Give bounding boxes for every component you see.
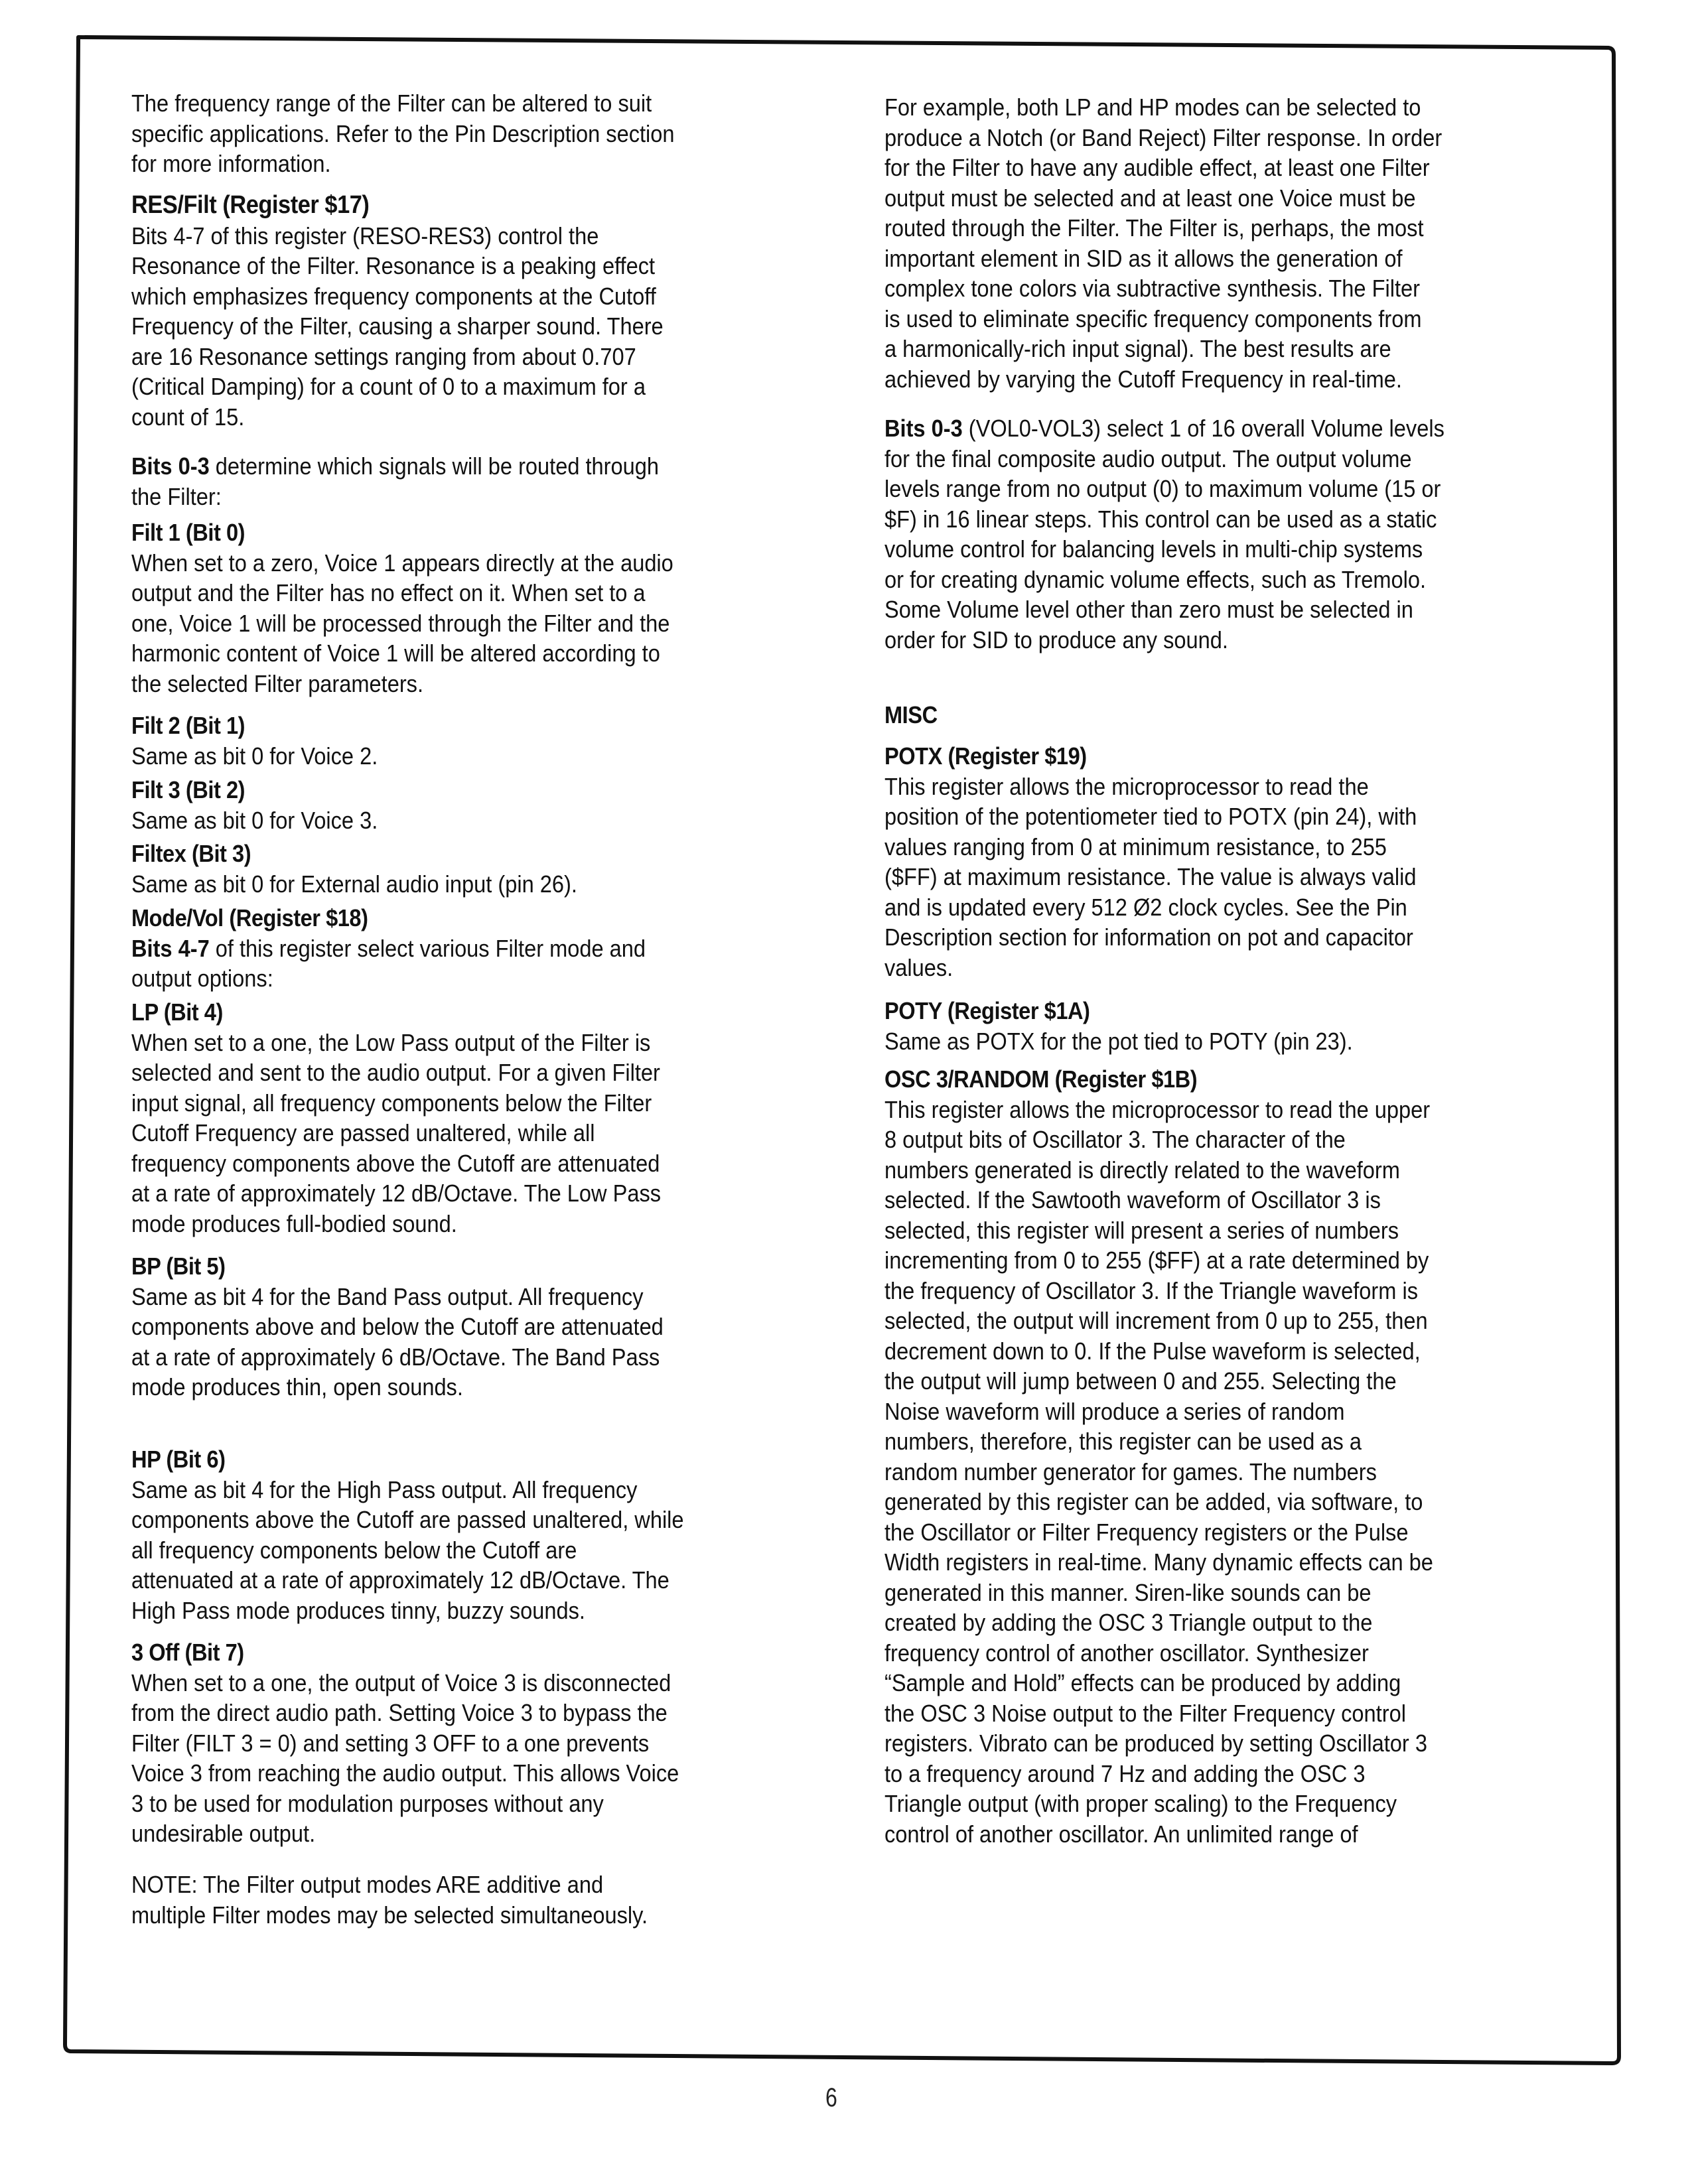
text-line: Triangle output (with proper scaling) to the Frequency: [884, 1790, 1397, 1817]
text-line: volume control for balancing levels in multi-chip systems: [884, 535, 1423, 563]
text-line: Some Volume level other than zero must be selected in: [884, 596, 1413, 623]
mode-vol-section: [131, 903, 646, 994]
text-line: frequency control of another oscillator. Synthesizer: [884, 1639, 1369, 1667]
text-line: When set to a zero, Voice 1 appears directly at the audio: [131, 549, 673, 577]
filt1-section: [131, 517, 673, 699]
text-line: This register allows the microprocessor to read the: [884, 772, 1369, 800]
text-line: For example, both LP and HP modes can be selected to: [884, 94, 1421, 121]
text-line: values.: [884, 953, 953, 981]
bp-section: [131, 1251, 664, 1402]
text-line: specific applications. Refer to the Pin Description section: [131, 119, 675, 147]
text-line: for the final composite audio output. The output volume: [884, 444, 1412, 472]
text-line: Noise waveform will produce a series of random: [884, 1397, 1345, 1425]
text-line: one, Voice 1 will be processed through the Filter and the: [131, 609, 670, 637]
text-line: from the direct audio path. Setting Voice 3 to bypass the: [131, 1699, 668, 1726]
misc-heading-block: [884, 700, 938, 730]
text-line: input signal, all frequency components below the Filter: [131, 1089, 652, 1117]
text-line: mode produces full-bodied sound.: [131, 1209, 457, 1237]
section-heading: 3 Off (Bit 7): [131, 1639, 244, 1666]
text-line: selected and sent to the audio output. For a given Filter: [131, 1059, 660, 1086]
text-line: generated by this register can be added, via software, to: [884, 1488, 1423, 1515]
text-line: the selected Filter parameters.: [131, 669, 424, 697]
text-line: Frequency of the Filter, causing a sharper sound. There: [131, 312, 664, 340]
section-heading: Filt 1 (Bit 0): [131, 519, 246, 546]
section-heading: LP (Bit 4): [131, 998, 223, 1026]
volume-paragraph: [884, 413, 1445, 655]
text-line: Same as bit 0 for External audio input (pin 26).: [131, 870, 577, 898]
bits-0-3-paragraph: [131, 451, 659, 512]
text-line: Same as POTX for the pot tied to POTY (pin 23).: [884, 1027, 1353, 1055]
filtex-section: [131, 839, 577, 899]
text-line: count of 15.: [131, 403, 245, 431]
text-line: produce a Notch (or Band Reject) Filter response. In order: [884, 123, 1443, 151]
text-line: [884, 413, 1445, 444]
potx-section: [884, 741, 1417, 983]
text-line: all frequency components below the Cutoff are: [131, 1536, 577, 1564]
text-line: numbers generated is directly related to the waveform: [884, 1156, 1400, 1184]
text-line: 3 to be used for modulation purposes without any: [131, 1789, 604, 1817]
misc-heading: MISC: [884, 701, 938, 728]
section-heading: Filt 3 (Bit 2): [131, 776, 246, 803]
text-line: attenuated at a rate of approximately 12 dB/Octave. The: [131, 1566, 670, 1594]
note-paragraph: [131, 1870, 648, 1930]
text-line: mode produces thin, open sounds.: [131, 1373, 463, 1400]
text-line: or for creating dynamic volume effects, such as Tremolo.: [884, 565, 1427, 593]
text-line: levels range from no output (0) to maximum volume (15 or: [884, 475, 1441, 502]
section-heading: Mode/Vol (Register $18): [131, 904, 368, 931]
text-line: selected, this register will present a series of numbers: [884, 1216, 1399, 1244]
hp-section: [131, 1444, 684, 1625]
text-line: which emphasizes frequency components at the Cutoff: [131, 282, 656, 310]
res-filt-section: [131, 190, 664, 432]
section-heading: Filt 2 (Bit 1): [131, 712, 246, 739]
text-line: selected. If the Sawtooth waveform of Oscillator 3 is: [884, 1186, 1381, 1213]
text-line: Same as bit 0 for Voice 3.: [131, 806, 378, 834]
section-heading: OSC 3/RANDOM (Register $1B): [884, 1065, 1198, 1093]
text-line: numbers, therefore, this register can be used as a: [884, 1428, 1362, 1455]
text-line: Same as bit 4 for the High Pass output. All frequency: [131, 1475, 638, 1503]
text-line: important element in SID as it allows the generation of: [884, 244, 1403, 272]
text-run: determine which signals will be routed through: [209, 452, 660, 480]
text-line: Filter (FILT 3 = 0) and setting 3 OFF to a one prevents: [131, 1729, 650, 1757]
text-line: is used to eliminate specific frequency components from: [884, 305, 1422, 332]
text-line: and is updated every 512 Ø2 clock cycles. See the Pin: [884, 893, 1407, 921]
text-line: Voice 3 from reaching the audio output. This allows Voice: [131, 1759, 679, 1787]
text-line: Bits 4-7 of this register (RESO-RES3) control the: [131, 222, 599, 249]
text-line: at a rate of approximately 12 dB/Octave. The Low Pass: [131, 1180, 662, 1207]
text-line: output and the Filter has no effect on it. When set to a: [131, 579, 646, 606]
text-line: Resonance of the Filter. Resonance is a peaking effect: [131, 252, 656, 279]
bold-lead: Bits 0-3: [884, 415, 963, 442]
example-paragraph: [884, 92, 1442, 394]
three-off-section: [131, 1637, 679, 1849]
text-line: undesirable output.: [131, 1820, 316, 1847]
text-line: values ranging from 0 at minimum resistance, to 255: [884, 833, 1387, 860]
text-line: to a frequency around 7 Hz and adding the OSC 3: [884, 1759, 1366, 1787]
text-line: routed through the Filter. The Filter is, perhaps, the most: [884, 214, 1424, 241]
bold-lead: Bits 0-3: [131, 452, 210, 480]
text-line: The frequency range of the Filter can be altered to suit: [131, 90, 652, 117]
text-line: control of another oscillator. An unlimited range of: [884, 1820, 1358, 1848]
text-line: Width registers in real-time. Many dynamic effects can be: [884, 1548, 1433, 1576]
text-line: 8 output bits of Oscillator 3. The character of the: [884, 1126, 1346, 1153]
text-line: output must be selected and at least one Voice must be: [884, 184, 1416, 212]
lp-section: [131, 997, 661, 1239]
text-line: generated in this manner. Siren-like sounds can be: [884, 1578, 1372, 1606]
text-line: registers. Vibrato can be produced by setting Oscillator 3: [884, 1730, 1427, 1757]
text-line: [131, 451, 659, 482]
filt3-section: [131, 775, 378, 835]
text-line: created by adding the OSC 3 Triangle output to the: [884, 1609, 1373, 1636]
text-line: “Sample and Hold” effects can be produced by adding: [884, 1669, 1401, 1696]
osc3-random-section: [884, 1064, 1433, 1849]
text-line: Same as bit 4 for the Band Pass output. All frequency: [131, 1282, 644, 1310]
text-line: [131, 933, 646, 964]
text-line: Same as bit 0 for Voice 2.: [131, 742, 378, 770]
filt2-section: [131, 711, 378, 771]
text-run: of this register select various Filter mode and: [209, 934, 646, 962]
text-line: incrementing from 0 to 255 ($FF) at a rate determined by: [884, 1247, 1429, 1274]
text-line: output options:: [131, 965, 273, 992]
text-line: the Oscillator or Filter Frequency registers or the Pulse: [884, 1518, 1409, 1546]
intro-paragraph: [131, 88, 675, 179]
text-line: the Filter:: [131, 482, 222, 510]
text-line: for the Filter to have any audible effect, at least one Filter: [884, 154, 1430, 181]
text-line: selected, the output will increment from 0 up to 255, then: [884, 1307, 1428, 1334]
text-line: the OSC 3 Noise output to the Filter Frequency control: [884, 1699, 1406, 1727]
text-line: are 16 Resonance settings ranging from about 0.707: [131, 342, 636, 370]
text-line: position of the potentiometer tied to POTX (pin 24), with: [884, 803, 1417, 830]
bold-lead: Bits 4-7: [131, 934, 210, 962]
section-heading: POTX (Register $19): [884, 742, 1087, 770]
text-line: ($FF) at maximum resistance. The value is always valid: [884, 863, 1417, 890]
text-line: components above and below the Cutoff are attenuated: [131, 1313, 664, 1340]
text-line: order for SID to produce any sound.: [884, 626, 1228, 653]
section-heading: Filtex (Bit 3): [131, 840, 251, 867]
text-run: (VOL0-VOL3) select 1 of 16 overall Volume levels: [962, 415, 1445, 442]
text-line: the output will jump between 0 and 255. Selecting the: [884, 1367, 1397, 1395]
page-number: 6: [825, 2083, 837, 2112]
text-line: multiple Filter modes may be selected simultaneously.: [131, 1901, 648, 1929]
text-line: frequency components above the Cutoff are attenuated: [131, 1149, 660, 1177]
text-line: Description section for information on pot and capacitor: [884, 923, 1413, 951]
text-line: When set to a one, the output of Voice 3 is disconnected: [131, 1669, 671, 1696]
section-heading: RES/Filt (Register $17): [131, 191, 370, 219]
section-heading: POTY (Register $1A): [884, 997, 1090, 1024]
text-line: (Critical Damping) for a count of 0 to a maximum for a: [131, 373, 646, 400]
text-line: the frequency of Oscillator 3. If the Triangle waveform is: [884, 1276, 1419, 1304]
text-line: random number generator for games. The numbers: [884, 1458, 1377, 1485]
section-heading: HP (Bit 6): [131, 1446, 226, 1473]
text-line: High Pass mode produces tinny, buzzy sounds.: [131, 1596, 585, 1624]
text-line: $F) in 16 linear steps. This control can be used as a static: [884, 505, 1437, 533]
text-line: harmonic content of Voice 1 will be altered according to: [131, 640, 660, 667]
text-line: achieved by varying the Cutoff Frequency in real-time.: [884, 365, 1402, 393]
text-line: a harmonically-rich input signal). The best results are: [884, 335, 1391, 362]
text-line: components above the Cutoff are passed unaltered, while: [131, 1506, 684, 1533]
text-line: decrement down to 0. If the Pulse waveform is selected,: [884, 1337, 1421, 1365]
text-line: complex tone colors via subtractive synthesis. The Filter: [884, 275, 1420, 302]
text-line: NOTE: The Filter output modes ARE additive and: [131, 1871, 604, 1898]
text-line: When set to a one, the Low Pass output of the Filter is: [131, 1028, 651, 1056]
text-line: This register allows the microprocessor to read the upper: [884, 1095, 1431, 1123]
poty-section: [884, 996, 1353, 1056]
text-line: for more information.: [131, 150, 331, 177]
text-line: at a rate of approximately 6 dB/Octave. The Band Pass: [131, 1343, 660, 1371]
section-heading: BP (Bit 5): [131, 1253, 226, 1280]
text-line: Cutoff Frequency are passed unaltered, while all: [131, 1119, 595, 1146]
